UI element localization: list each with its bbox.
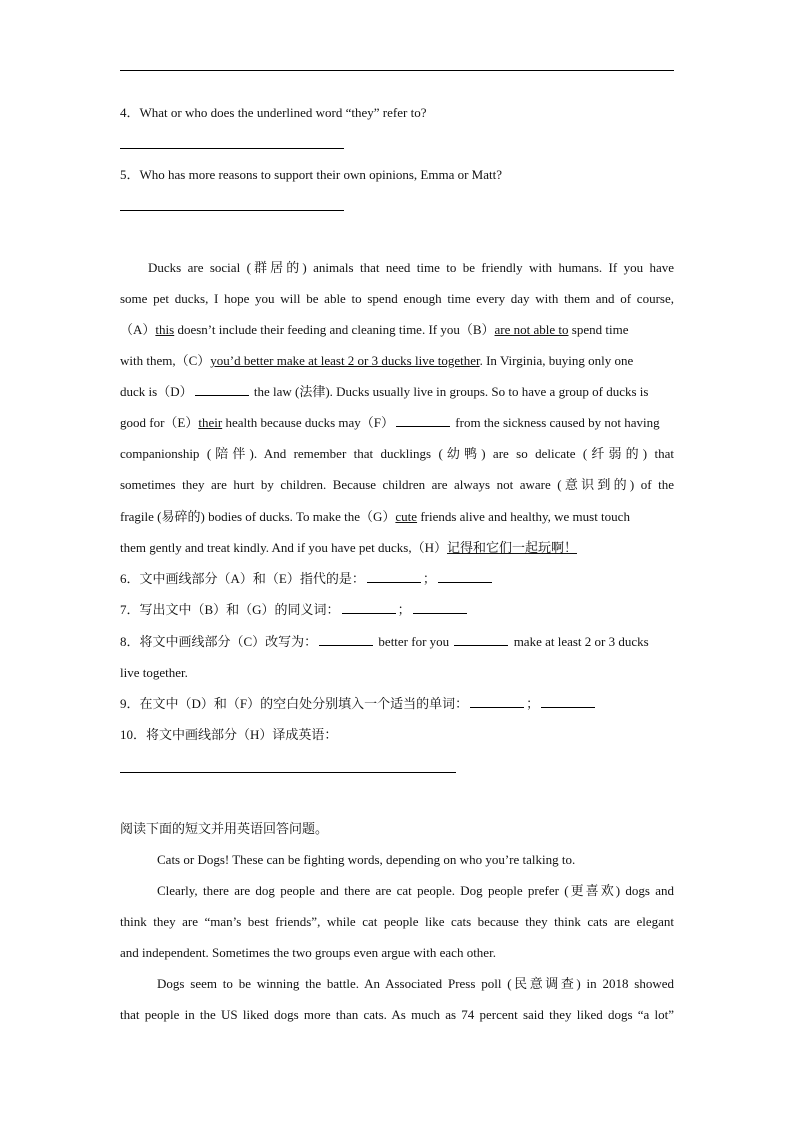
text: spend time: [568, 322, 629, 337]
question-7: [120, 600, 469, 620]
question-5: 5．Who has more reasons to support their own opinions, Emma or Matt?: [120, 167, 502, 182]
label-a: （A）: [120, 322, 156, 337]
ducks-line-5: [120, 382, 648, 402]
blank-9a[interactable]: [470, 694, 524, 708]
question-8-cont: live together.: [120, 665, 188, 680]
text: 8．将文中画线部分（C）改写为：: [120, 634, 318, 649]
text: ；: [422, 571, 436, 586]
text: 9．在文中（D）和（F）的空白处分别填入一个适当的单词：: [120, 696, 469, 711]
blank-7a[interactable]: [342, 600, 396, 614]
blank-f[interactable]: [396, 413, 450, 427]
ducks-line-4: [120, 351, 633, 371]
text: health because ducks may（F）: [222, 415, 395, 430]
blank-6a[interactable]: [367, 569, 421, 583]
blank-8a[interactable]: [319, 632, 373, 646]
underlined-g: cute: [395, 509, 418, 524]
question-4: 4．What or who does the underlined word “they” refer to?: [120, 105, 427, 120]
underlined-h: 记得和它们一起玩啊！: [446, 540, 577, 555]
blank-7b[interactable]: [413, 600, 467, 614]
text: better for you: [375, 634, 453, 649]
ducks-line-10: [120, 538, 577, 558]
cats-p1: Cats or Dogs! These can be fighting words, depending on who you’re talking to.: [157, 852, 576, 867]
ducks-line-1: Ducks are social (群居的) animals that need time to be friendly with humans. If you have: [148, 260, 674, 275]
answer-line-5[interactable]: [120, 210, 344, 211]
text: 6．文中画线部分（A）和（E）指代的是：: [120, 571, 365, 586]
ducks-line-7: companionship (陪伴). And remember that ducklings (幼鸭) are so delicate (纤弱的) that: [120, 446, 674, 461]
ducks-line-6: [120, 413, 660, 433]
top-rule: [120, 70, 674, 71]
question-9: [120, 694, 597, 714]
answer-line-4[interactable]: [120, 148, 344, 149]
ducks-line-2: some pet ducks, I hope you will be able to spend enough time every day with them and of course,: [120, 291, 674, 306]
underlined-b: are not able to: [494, 322, 569, 337]
cats-intro: 阅读下面的短文并用英语回答问题。: [120, 821, 329, 836]
text: from the sickness caused by not having: [452, 415, 660, 430]
blank-8b[interactable]: [454, 632, 508, 646]
question-6: [120, 569, 494, 589]
cats-p2-line-2: think they are “man’s best friends”, while cat people like cats because they think cats are elegant: [120, 914, 674, 929]
cats-p2-line-1: Clearly, there are dog people and there are cat people. Dog people prefer (更喜欢) dogs and: [157, 883, 674, 898]
blank-d[interactable]: [195, 382, 249, 396]
question-8: [120, 632, 649, 652]
text: ；: [397, 602, 411, 617]
cats-p3-line-1: Dogs seem to be winning the battle. An Associated Press poll (民意调查) in 2018 showed: [157, 976, 674, 991]
blank-9b[interactable]: [541, 694, 595, 708]
text: fragile (易碎的) bodies of ducks. To make the（G）: [120, 509, 396, 524]
text: ；: [526, 696, 540, 711]
cats-p2-line-3: and independent. Sometimes the two groups even argue with each other.: [120, 945, 496, 960]
text: good for（E）: [120, 415, 199, 430]
text: doesn’t include their feeding and cleaning time. If you（B）: [174, 322, 495, 337]
text: friends alive and healthy, we must touch: [417, 509, 630, 524]
ducks-line-8: sometimes they are hurt by children. Because children are always not aware (意识到的) of the: [120, 477, 674, 492]
underlined-e: their: [198, 415, 223, 430]
blank-6b[interactable]: [438, 569, 492, 583]
answer-line-10[interactable]: [120, 772, 456, 773]
ducks-line-9: [120, 507, 630, 527]
underlined-c: you’d better make at least 2 or 3 ducks live together: [210, 353, 480, 368]
cats-p3-line-2: that people in the US liked dogs more than cats. As much as 74 percent said they liked dogs “a lot”: [120, 1007, 674, 1022]
text: make at least 2 or 3 ducks: [510, 634, 649, 649]
text: 7．写出文中（B）和（G）的同义词：: [120, 602, 340, 617]
text: with them,（C）: [120, 353, 211, 368]
underlined-a: this: [155, 322, 175, 337]
text: them gently and treat kindly. And if you have pet ducks,（H）: [120, 540, 447, 555]
question-10: 10．将文中画线部分（H）译成英语：: [120, 727, 338, 742]
ducks-line-3: [120, 320, 628, 340]
text: the law (法律). Ducks usually live in groups. So to have a group of ducks is: [250, 384, 649, 399]
text: duck is（D）: [120, 384, 193, 399]
text: . In Virginia, buying only one: [479, 353, 634, 368]
